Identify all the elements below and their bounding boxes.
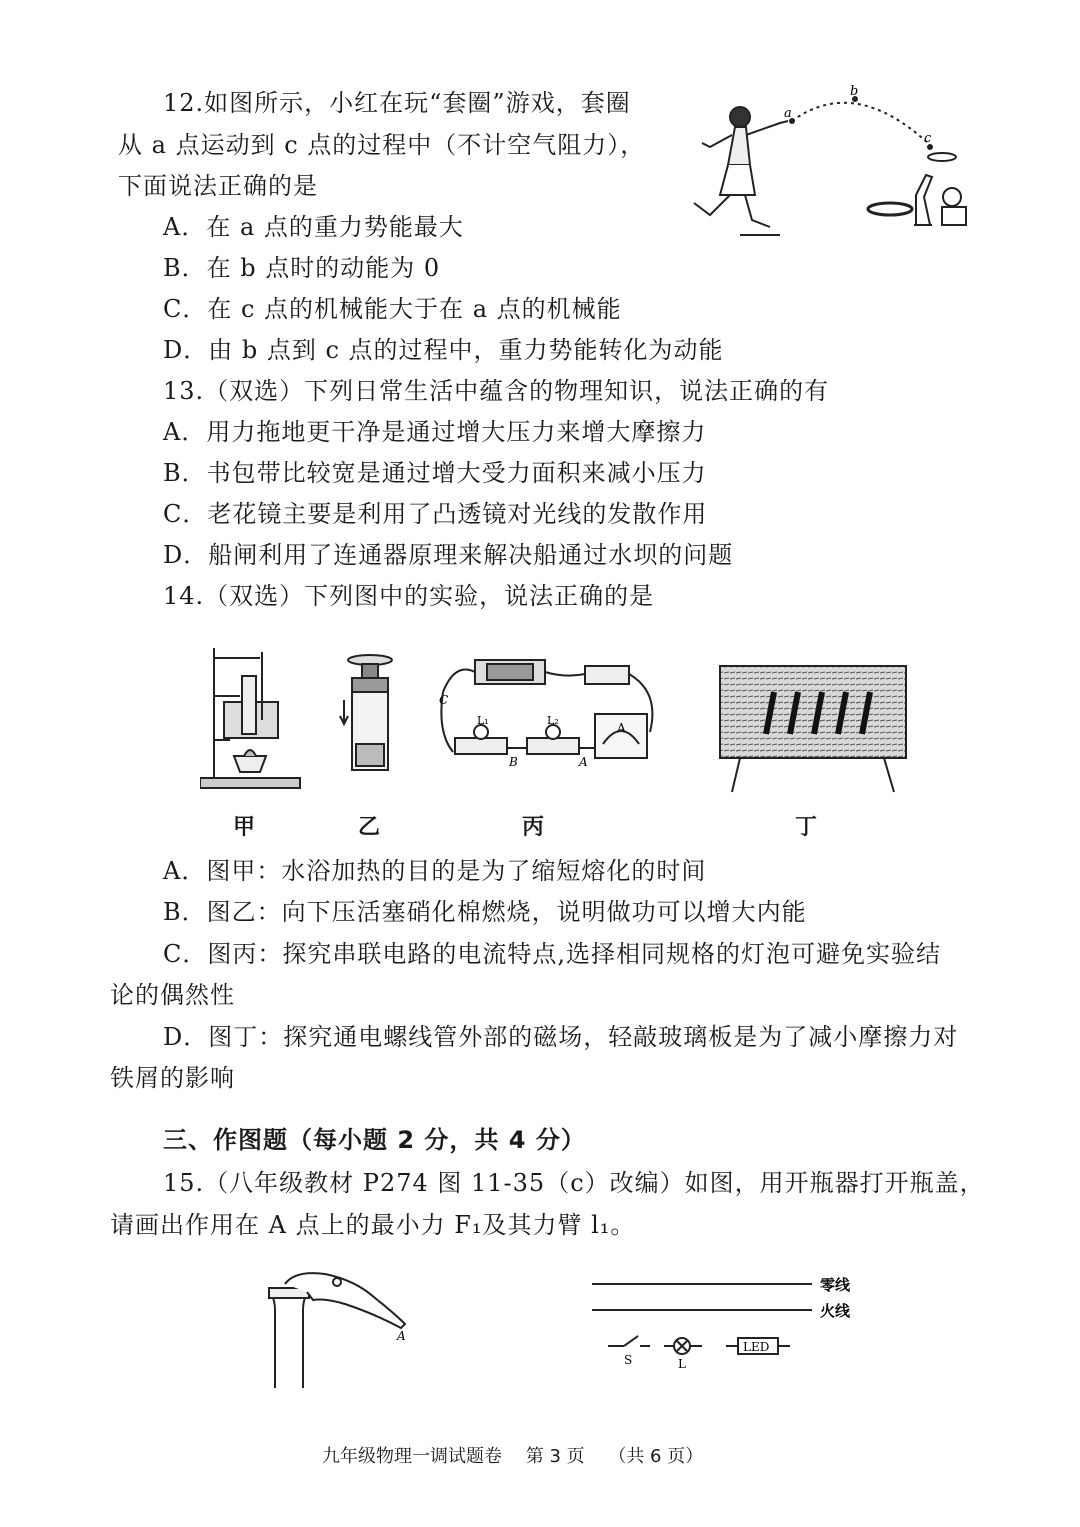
q13-option-d: D．船闸利用了连通器原理来解决船通过水坝的问题 xyxy=(163,541,734,569)
trajectory-arc xyxy=(792,103,930,145)
label-b: b xyxy=(850,85,859,99)
label-a: a xyxy=(784,106,792,121)
caption-yi: 乙 xyxy=(358,815,381,840)
q12-option-c: C．在 c 点的机械能大于在 a 点的机械能 xyxy=(163,295,622,323)
page-footer: 九年级物理一调试题卷 第 3 页 （共 6 页） xyxy=(322,1446,704,1467)
figure-ding-solenoid xyxy=(718,664,908,799)
q12-stem-line-2: 从 a 点运动到 c 点的过程中（不计空气阻力）， xyxy=(118,131,646,159)
figure-jia-water-bath xyxy=(200,640,310,790)
ring-toss-figure xyxy=(680,85,980,245)
section-3-title: 三、作图题（每小题 2 分，共 4 分） xyxy=(163,1126,586,1154)
bottle-opener-figure xyxy=(255,1270,430,1390)
household-circuit-figure xyxy=(590,1270,880,1370)
live-wire-label: 火线 xyxy=(820,1302,851,1320)
figure-yi-piston xyxy=(338,652,398,777)
label-A: A xyxy=(579,755,588,769)
figure-bing-circuit xyxy=(435,652,675,777)
q13-option-c: C．老花镜主要是利用了凸透镜对光线的发散作用 xyxy=(163,500,708,528)
giraffe-toy xyxy=(914,175,932,225)
caption-ding: 丁 xyxy=(795,815,818,840)
dog-toy xyxy=(942,188,966,225)
q14-option-b: B．图乙：向下压活塞硝化棉燃烧，说明做功可以增大内能 xyxy=(163,898,807,926)
q13-stem: 13.（双选）下列日常生活中蕴含的物理知识，说法正确的有 xyxy=(163,377,830,405)
lamp-label-L: L xyxy=(678,1357,686,1370)
q14-option-c: C．图丙：探究串联电路的电流特点,选择相同规格的灯泡可避免实验结 xyxy=(163,940,941,968)
led-label: LED xyxy=(743,1340,770,1354)
caption-bing: 丙 xyxy=(522,815,545,840)
ammeter-label: A xyxy=(617,721,626,735)
q15-stem-line-1: 15.（八年级教材 P274 图 11-35（c）改编）如图，用开瓶器打开瓶盖， xyxy=(163,1169,985,1197)
q12-stem-line-1: 12.如图所示，小红在玩“套圈”游戏，套圈 xyxy=(163,89,631,117)
label-L2: L₂ xyxy=(547,714,559,727)
q14-option-a: A．图甲：水浴加热的目的是为了缩短熔化的时间 xyxy=(163,857,707,885)
neutral-wire-label: 零线 xyxy=(820,1276,851,1294)
ground-ring xyxy=(868,203,912,215)
label-L1: L₁ xyxy=(477,714,489,727)
q12-stem-line-3: 下面说法正确的是 xyxy=(118,172,318,200)
q14-option-d: D．图丁：探究通电螺线管外部的磁场，轻敲玻璃板是为了减小摩擦力对 xyxy=(163,1023,959,1051)
q13-option-a: A．用力拖地更干净是通过增大压力来增大摩擦力 xyxy=(163,418,707,446)
label-B: B xyxy=(509,755,518,769)
q14-option-d-cont: 铁屑的影响 xyxy=(110,1064,235,1092)
switch-label-S: S xyxy=(624,1353,633,1367)
q12-option-d: D．由 b 点到 c 点的过程中，重力势能转化为动能 xyxy=(163,336,724,364)
q14-option-c-cont: 论的偶然性 xyxy=(110,981,235,1009)
q12-option-a: A．在 a 点的重力势能最大 xyxy=(163,213,464,241)
q12-option-b: B．在 b 点时的动能为 0 xyxy=(163,254,441,282)
label-c: c xyxy=(924,131,932,146)
caption-jia: 甲 xyxy=(233,815,256,840)
q15-stem-line-2: 请画出作用在 A 点上的最小力 F₁及其力臂 l₁。 xyxy=(110,1211,636,1239)
opener-label-A: A xyxy=(397,1329,406,1343)
label-C: C xyxy=(439,693,449,707)
q14-stem: 14.（双选）下列图中的实验，说法正确的是 xyxy=(163,582,655,610)
q13-option-b: B．书包带比较宽是通过增大受力面积来减小压力 xyxy=(163,459,707,487)
flying-ring xyxy=(928,153,956,161)
girl-drawing xyxy=(694,107,788,235)
